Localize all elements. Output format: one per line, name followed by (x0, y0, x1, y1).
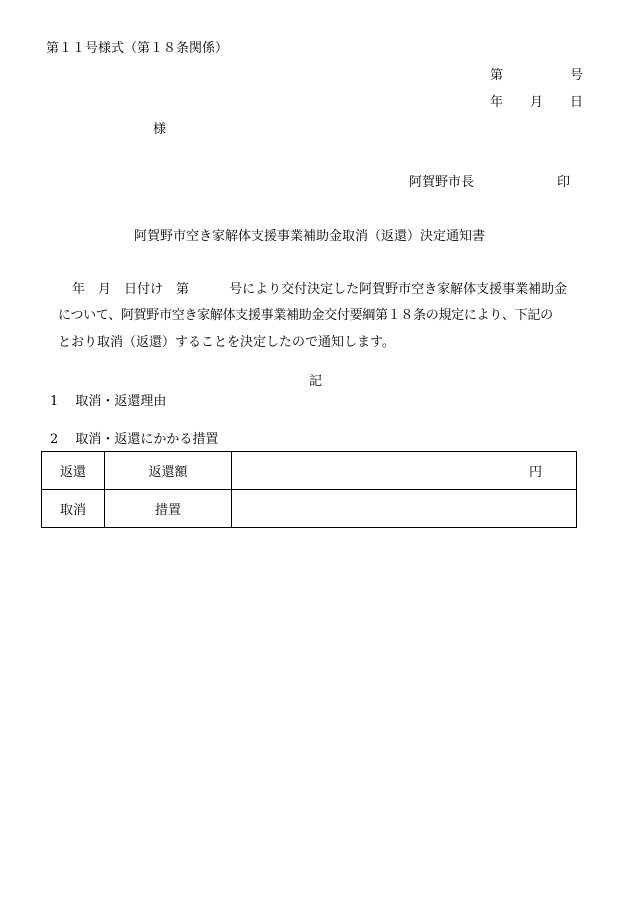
ki-heading: 記 (309, 374, 323, 389)
table-cell-category: 取消 (42, 490, 105, 528)
document-title: 阿賀野市空き家解体支援事業補助金取消（返還）決定通知書 (134, 229, 486, 244)
table-cell-amount: 円 (232, 452, 577, 490)
seal-mark: 印 (556, 175, 570, 190)
date-month: 月 (529, 95, 543, 110)
body-line-3: とおり取消（返還）することを決定したので通知します。 (58, 335, 395, 350)
measures-table (41, 451, 577, 528)
body-month: 月 (98, 282, 112, 297)
table-cell-item: 措置 (105, 490, 232, 528)
body-line-2: について、阿賀野市空き家解体支援事業補助金交付要綱第１８条の規定により、下記の (58, 308, 553, 323)
date-year: 年 (490, 95, 504, 110)
item-1 (50, 394, 166, 410)
table-cell-item: 返還額 (105, 452, 232, 490)
body-number-prefix: 第 (176, 282, 190, 297)
date-day: 日 (569, 95, 583, 110)
number-prefix: 第 (490, 68, 504, 83)
table-cell-measure (232, 490, 577, 528)
body-year: 年 (72, 282, 86, 297)
body-day: 日付け (124, 282, 164, 297)
table-row (42, 452, 577, 490)
issuer-name: 阿賀野市長 (409, 175, 475, 190)
form-number: 第１１号様式（第１８条関係） (46, 41, 229, 56)
item-1-number: 1 (50, 394, 59, 409)
date-line (490, 95, 583, 111)
issuer-line (409, 175, 570, 191)
item-2-number: 2 (50, 432, 59, 447)
table-cell-category: 返還 (42, 452, 105, 490)
item-2-label: 取消・返還にかかる措置 (75, 432, 219, 447)
body-line-1 (58, 282, 579, 298)
notice-number-line (490, 68, 583, 84)
item-2 (50, 432, 218, 448)
item-1-label: 取消・返還理由 (75, 394, 167, 409)
number-suffix: 号 (569, 68, 583, 83)
body-line-1-text: 号により交付決定した阿賀野市空き家解体支援事業補助金 (229, 282, 568, 297)
addressee-suffix: 様 (153, 122, 167, 137)
table-row (42, 490, 577, 528)
